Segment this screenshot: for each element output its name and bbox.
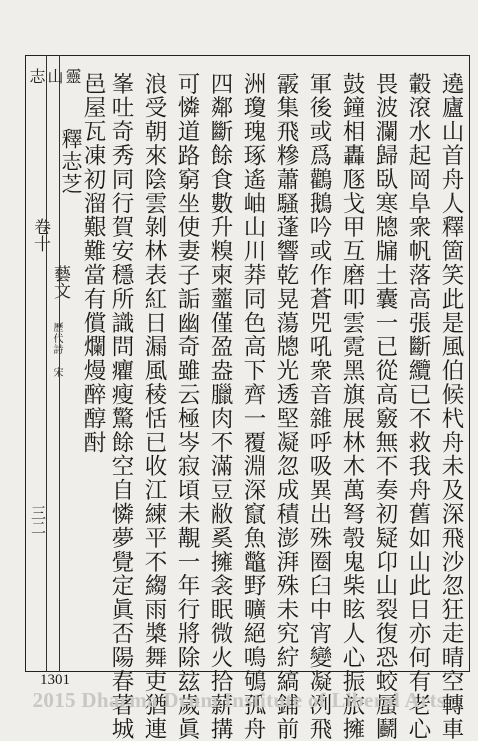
text-column-12: 邑屋瓦凍初溜艱難當有償爛熳醉醇酎	[80, 72, 106, 455]
margin-book-title	[27, 68, 81, 106]
margin-subsection: 歷代詩 宋	[51, 322, 62, 378]
section-heading: 釋志芝	[59, 128, 83, 196]
margin-rule-left	[46, 55, 47, 672]
text-column-10: 浪受朝來陰雲剝林表紅日漏風稜恬已收江練平不縐雨槳舞吏猶連	[141, 72, 167, 741]
margin-section: 藝文	[50, 265, 70, 299]
page-number: 1301	[40, 672, 70, 688]
text-column-7: 洲瓊瑰琢遙岫山川莽同色高下齊一覆淵深竄魚鼈野曠絕鳴鴝孤舟	[240, 72, 266, 741]
text-column-9: 可憐道路窮坐使妻子詬幽奇雖云極岑寂頃未覯一年行將除玆歲眞	[174, 72, 200, 741]
margin-title-char: 志	[27, 68, 46, 84]
text-column-11: 峯吐奇秀同行賀安穩所識問癯瘦驚餘空自憐夢覺定眞否陽春著城	[108, 72, 134, 741]
margin-leaf-number: 三二	[29, 505, 47, 535]
margin-title-char: 靈	[63, 68, 82, 84]
text-column-8: 四鄰斷餘食數升糗柬虀僅盈盎臘肉不滿豆敝奚擁衾眠微火拾薪搆	[207, 72, 233, 741]
margin-title-char: 山	[45, 68, 64, 84]
text-column-5: 軍後或爲鸛鵝吟或作蒼兕吼衆音雜呼吸異出殊圈臼中宵變凝冽飛	[306, 72, 332, 741]
text-column-3: 畏波瀾歸臥寒牕牖土囊一已從高竅無不奏初疑卬山裂復恐蛟蜃鬬	[372, 72, 398, 741]
text-column-1: 遶廬山首舟人釋箇笑此是風伯候杙舟未及深飛沙忽狂走晴空轉車	[438, 72, 464, 741]
margin-volume: 卷十	[30, 218, 50, 252]
text-column-2: 轂滾水起岡阜衆帆落高張斷纜已不救我舟舊如山此日亦何有老心	[405, 72, 431, 741]
watermark: 2015 Dharma Drum Institute of Liberal Arts	[32, 688, 446, 712]
text-column-6: 霰集飛糝蕭騷蓬響乾晃蕩牕光透堅凝忽成積澎湃殊未究紵縞鋪前	[273, 72, 299, 741]
text-column-4: 鼓鐘相轟豗戈甲互磨叩雲霓黑旗展林木萬弩彀鬼柴眩人心振旅擁	[339, 72, 365, 741]
